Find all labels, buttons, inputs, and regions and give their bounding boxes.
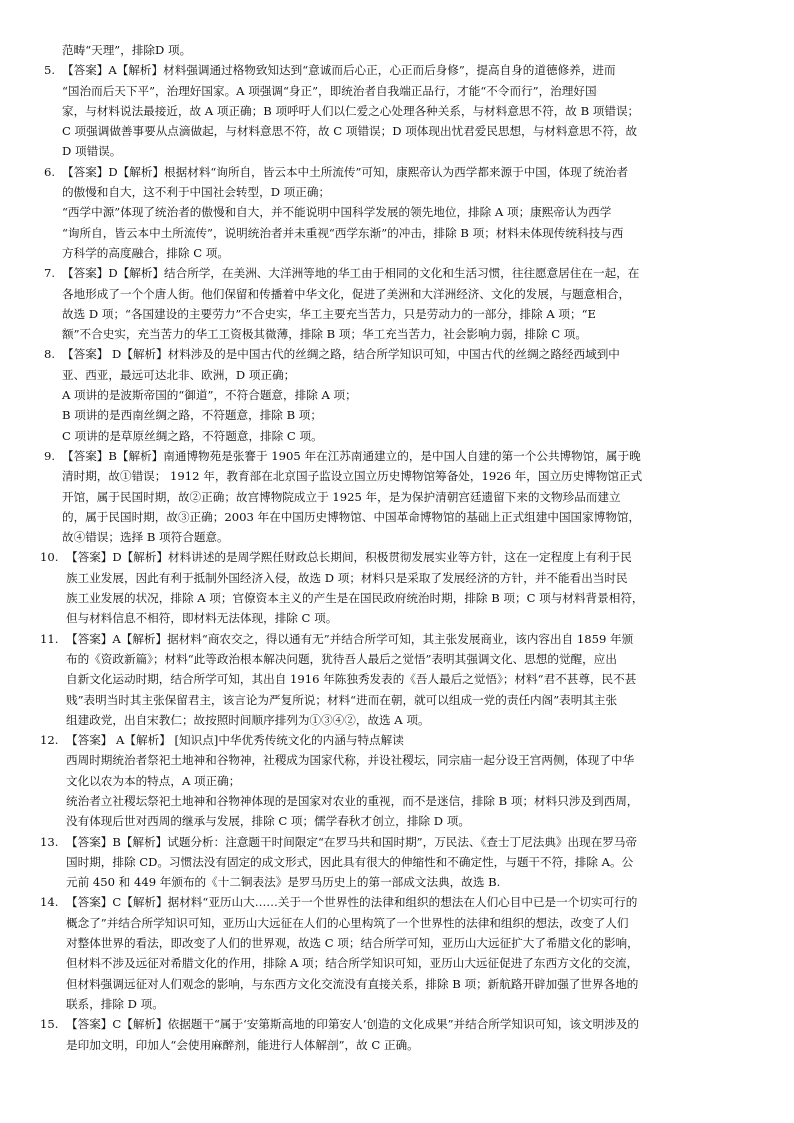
answer-line: 【答案】C【解析】依据题干“属于‘安第斯高地的印第安人’创造的文化成果”并结合所学知识可知，该文明涉及的 — [66, 1017, 640, 1032]
question-number: 14. — [40, 895, 59, 910]
answer-line: 开馆，属于民国时期，故②正确；故宫博物院成立于 1925 年，是为保护清朝宫廷遗留下来的文物珍品而建立 — [62, 489, 621, 504]
answer-line: 亚、西亚，最远可达北非、欧洲，D 项正确； — [62, 367, 296, 382]
question-number: 12. — [40, 733, 59, 748]
answer-line: 【答案】B【解析】试题分析：注意题干时间限定“在罗马共和国时期”，万民法、《查士丁尼法典》出现在罗马帝 — [66, 834, 638, 849]
answer-item — [44, 263, 750, 344]
answer-line: 【答案】D【解析】材料讲述的是周学熙任财政总长期间，积极贯彻发展实业等方针，这在一定程度上有利于民 — [66, 550, 632, 565]
answer-line: 没有体现后世对西周的继承与发展，排除 C 项；儒学春秋才创立，排除 D 项。 — [66, 814, 470, 829]
answer-line: 【答案】A【解析】据材料“商农交之，得以通有无”并结合所学可知，其主张发展商业，该内容出自 1859 年颁 — [66, 631, 634, 646]
answer-line: 但材料强调远征对人们观念的影响，与东西方文化交流没有直接关系，排除 B 项；新航路开辟加强了世界各地的 — [66, 976, 639, 991]
answer-item — [40, 832, 750, 893]
answer-line: 但与材料信息不相符，即材料无法体现，排除 C 项。 — [66, 611, 338, 626]
question-number: 11. — [40, 631, 59, 646]
answer-item — [40, 730, 750, 831]
answer-line: 是印加文明，印加人“会使用麻醉剂，能进行人体解剖”，故 C 正确。 — [66, 1037, 419, 1052]
question-number: 7. — [44, 266, 56, 281]
answer-line: 元前 450 和 449 年颁布的《十二铜表法》是罗马历史上的第一部成文法典，故选 B. — [66, 875, 501, 890]
answer-line: 但材料不涉及远征对希腊文化的作用，排除 A 项；结合所学知识可知，亚历山大远征促进了东西方文化的交流， — [66, 956, 639, 971]
answer-line: 组建政党，出自宋教仁；故按照时间顺序排列为①③④②，故选 A 项。 — [66, 712, 430, 727]
answer-line: 【答案】D【解析】根据材料“询所自，皆云本中土所流传”可知，康熙帝认为西学都来源于中国，体现了统治者 — [62, 164, 629, 179]
question-number: 13. — [40, 834, 59, 849]
answer-line: 布的《资政新篇》；材料“此等政治根本解决问题，犹待吾人最后之觉悟”表明其强调文化、思想的觉醒，应出 — [66, 651, 617, 666]
answer-line: 族工业发展，因此有利于抵制外国经济入侵，故选 D 项；材料只是采取了发展经济的方针，并不能看出当时民 — [66, 570, 628, 585]
answer-line: 方科学的高度融合，排除 C 项。 — [62, 245, 229, 260]
question-number: 8. — [44, 347, 56, 362]
answer-line: 贱”表明当时其主张保留君主，该言论为严复所说；材料“进而在朝，就可以组成一党的责任内阁”表明其主张 — [66, 692, 618, 707]
answer-item — [40, 892, 750, 1014]
answer-line: C 项讲的是草原丝绸之路，不符题意，排除 C 项。 — [62, 428, 323, 443]
answer-item — [44, 446, 750, 547]
answer-line: 故④错误；选择 B 项符合题意。 — [62, 530, 229, 545]
answer-line: “询所自，皆云本中土所流传”，说明统治者并未重视“西学东渐”的冲击，排除 B 项；材料未体现传统科技与西 — [62, 225, 624, 240]
question-number: 5. — [44, 63, 56, 78]
answer-item — [44, 344, 750, 445]
answer-line: 概念了”并结合所学知识可知，亚历山大远征在人们的心里构筑了一个世界性的法律和组织的想法，改变了人们 — [66, 915, 629, 930]
previous-answer-tail: 范畴“天理”，排除D 项。 — [62, 43, 192, 57]
answer-item — [44, 162, 750, 263]
answer-line: 【答案】 A【解析】 [知识点]中华优秀传统文化的内涵与特点解读 — [66, 733, 404, 748]
answer-item — [40, 547, 750, 628]
question-number: 9. — [44, 448, 56, 463]
answer-line: 各地形成了一个个唐人街。他们保留和传播着中华文化，促进了美洲和大洋洲经济、文化的发展，与题意相合， — [62, 286, 631, 301]
answer-line: 自新文化运动时期，结合所学可知，其出自 1916 年陈独秀发表的《吾人最后之觉悟》；材料“君不甚尊，民不甚 — [66, 672, 637, 687]
answer-line: 统治者立社稷坛祭祀土地神和谷物神体现的是国家对农业的重视，而不是迷信，排除 B 项；材料只涉及到西周， — [66, 793, 639, 808]
question-number: 10. — [40, 550, 59, 565]
answer-line: 家，与材料说法最接近，故 A 项正确；B 项呼吁人们以仁爱之心处理各种关系，与材料意思不符，故 B 项错误； — [62, 103, 640, 118]
answer-line: “西学中源”体现了统治者的傲慢和自大，并不能说明中国科学发展的领先地位，排除 A 项；康熙帝认为西学 — [62, 205, 612, 220]
answer-line: D 项错误。 — [62, 144, 122, 159]
answer-list — [40, 60, 750, 1055]
answer-line: 联系，排除 D 项。 — [66, 996, 164, 1011]
answer-line: 【答案】A【解析】材料强调通过格物致知达到“意诚而后心正，心正而后身修”，提高自身的道德修养，进而 — [62, 63, 616, 78]
answer-line: 故选 D 项；“各国建设的主要劳力”不合史实，华工主要充当苦力，只是劳动力的一部分，排除 A 项；“E — [62, 306, 597, 321]
answer-line: 【答案】B【解析】南通博物苑是张謇于 1905 年在江苏南通建立的，是中国人自建的第一个公共博物馆，属于晚 — [62, 448, 641, 463]
answer-line: 【答案】D【解析】结合所学，在美洲、大洋洲等地的华工由于相同的文化和生活习惯，往往愿意居住在一起，在 — [62, 266, 640, 281]
answer-line: 【答案】 D【解析】材料涉及的是中国古代的丝绸之路，结合所学知识可知，中国古代的丝绸之路经西域到中 — [62, 347, 620, 362]
answer-line: C 项强调做善事要从点滴做起，与材料意思不符，故 C 项错误；D 项体现出忧君爱民思想，与材料意思不符，故 — [62, 124, 638, 139]
answer-line: 国时期，排除 CD。习惯法没有固定的成文形式，因此具有很大的伸缩性和不确定性，与题干不符，排除 A。公 — [66, 854, 634, 869]
answer-line: 额”不合史实，充当苦力的华工工资极其微薄，排除 B 项；华工充当苦力，社会影响力弱，排除 C 项。 — [62, 327, 587, 342]
answer-line: 的，属于民国时期，故③正确；2003 年在中国历史博物馆、中国革命博物馆的基础上正式组建中国国家博物馆， — [62, 509, 641, 524]
answer-item — [44, 60, 750, 161]
answer-line: “国治而后天下平”，治理好国家。A 项强调“身正”，即统治者自我端正品行，才能“不令而行”，治理好国 — [62, 83, 597, 98]
answer-line: 【答案】C【解析】据材料“亚历山大……关于一个世界性的法律和组织的想法在人们心目中已是一个切实可行的 — [66, 895, 638, 910]
answer-item — [40, 1014, 750, 1055]
answer-line: 对整体世界的看法，即改变了人们的世界观，故选 C 项；结合所学可知，亚历山大远征扩大了希腊文化的影响， — [66, 936, 639, 951]
answer-line: A 项讲的是波斯帝国的“御道”，不符合题意，排除 A 项； — [62, 388, 357, 403]
answer-line: 西周时期统治者祭祀土地神和谷物神，社稷成为国家代称，并设社稷坛，同宗庙一起分设王宫两侧，体现了中华 — [66, 753, 635, 768]
answer-line: 文化以农为本的特点，A 项正确； — [66, 773, 241, 788]
answer-line: B 项讲的是西南丝绸之路，不符题意，排除 B 项； — [62, 408, 322, 423]
answer-line: 清时期，故①错误； 1912 年，教育部在北京国子监设立国立历史博物馆筹备处，1926 年，国立历史博物馆正式 — [62, 469, 643, 484]
answer-line: 的傲慢和自大，这不利于中国社会转型，D 项正确； — [62, 185, 331, 200]
answer-item — [40, 629, 750, 730]
question-number: 6. — [44, 164, 56, 179]
question-number: 15. — [40, 1017, 59, 1032]
answer-line: 族工业发展的状况，排除 A 项；官僚资本主义的产生是在国民政府统治时期，排除 B 项；C 项与材料背景相符， — [66, 591, 644, 606]
